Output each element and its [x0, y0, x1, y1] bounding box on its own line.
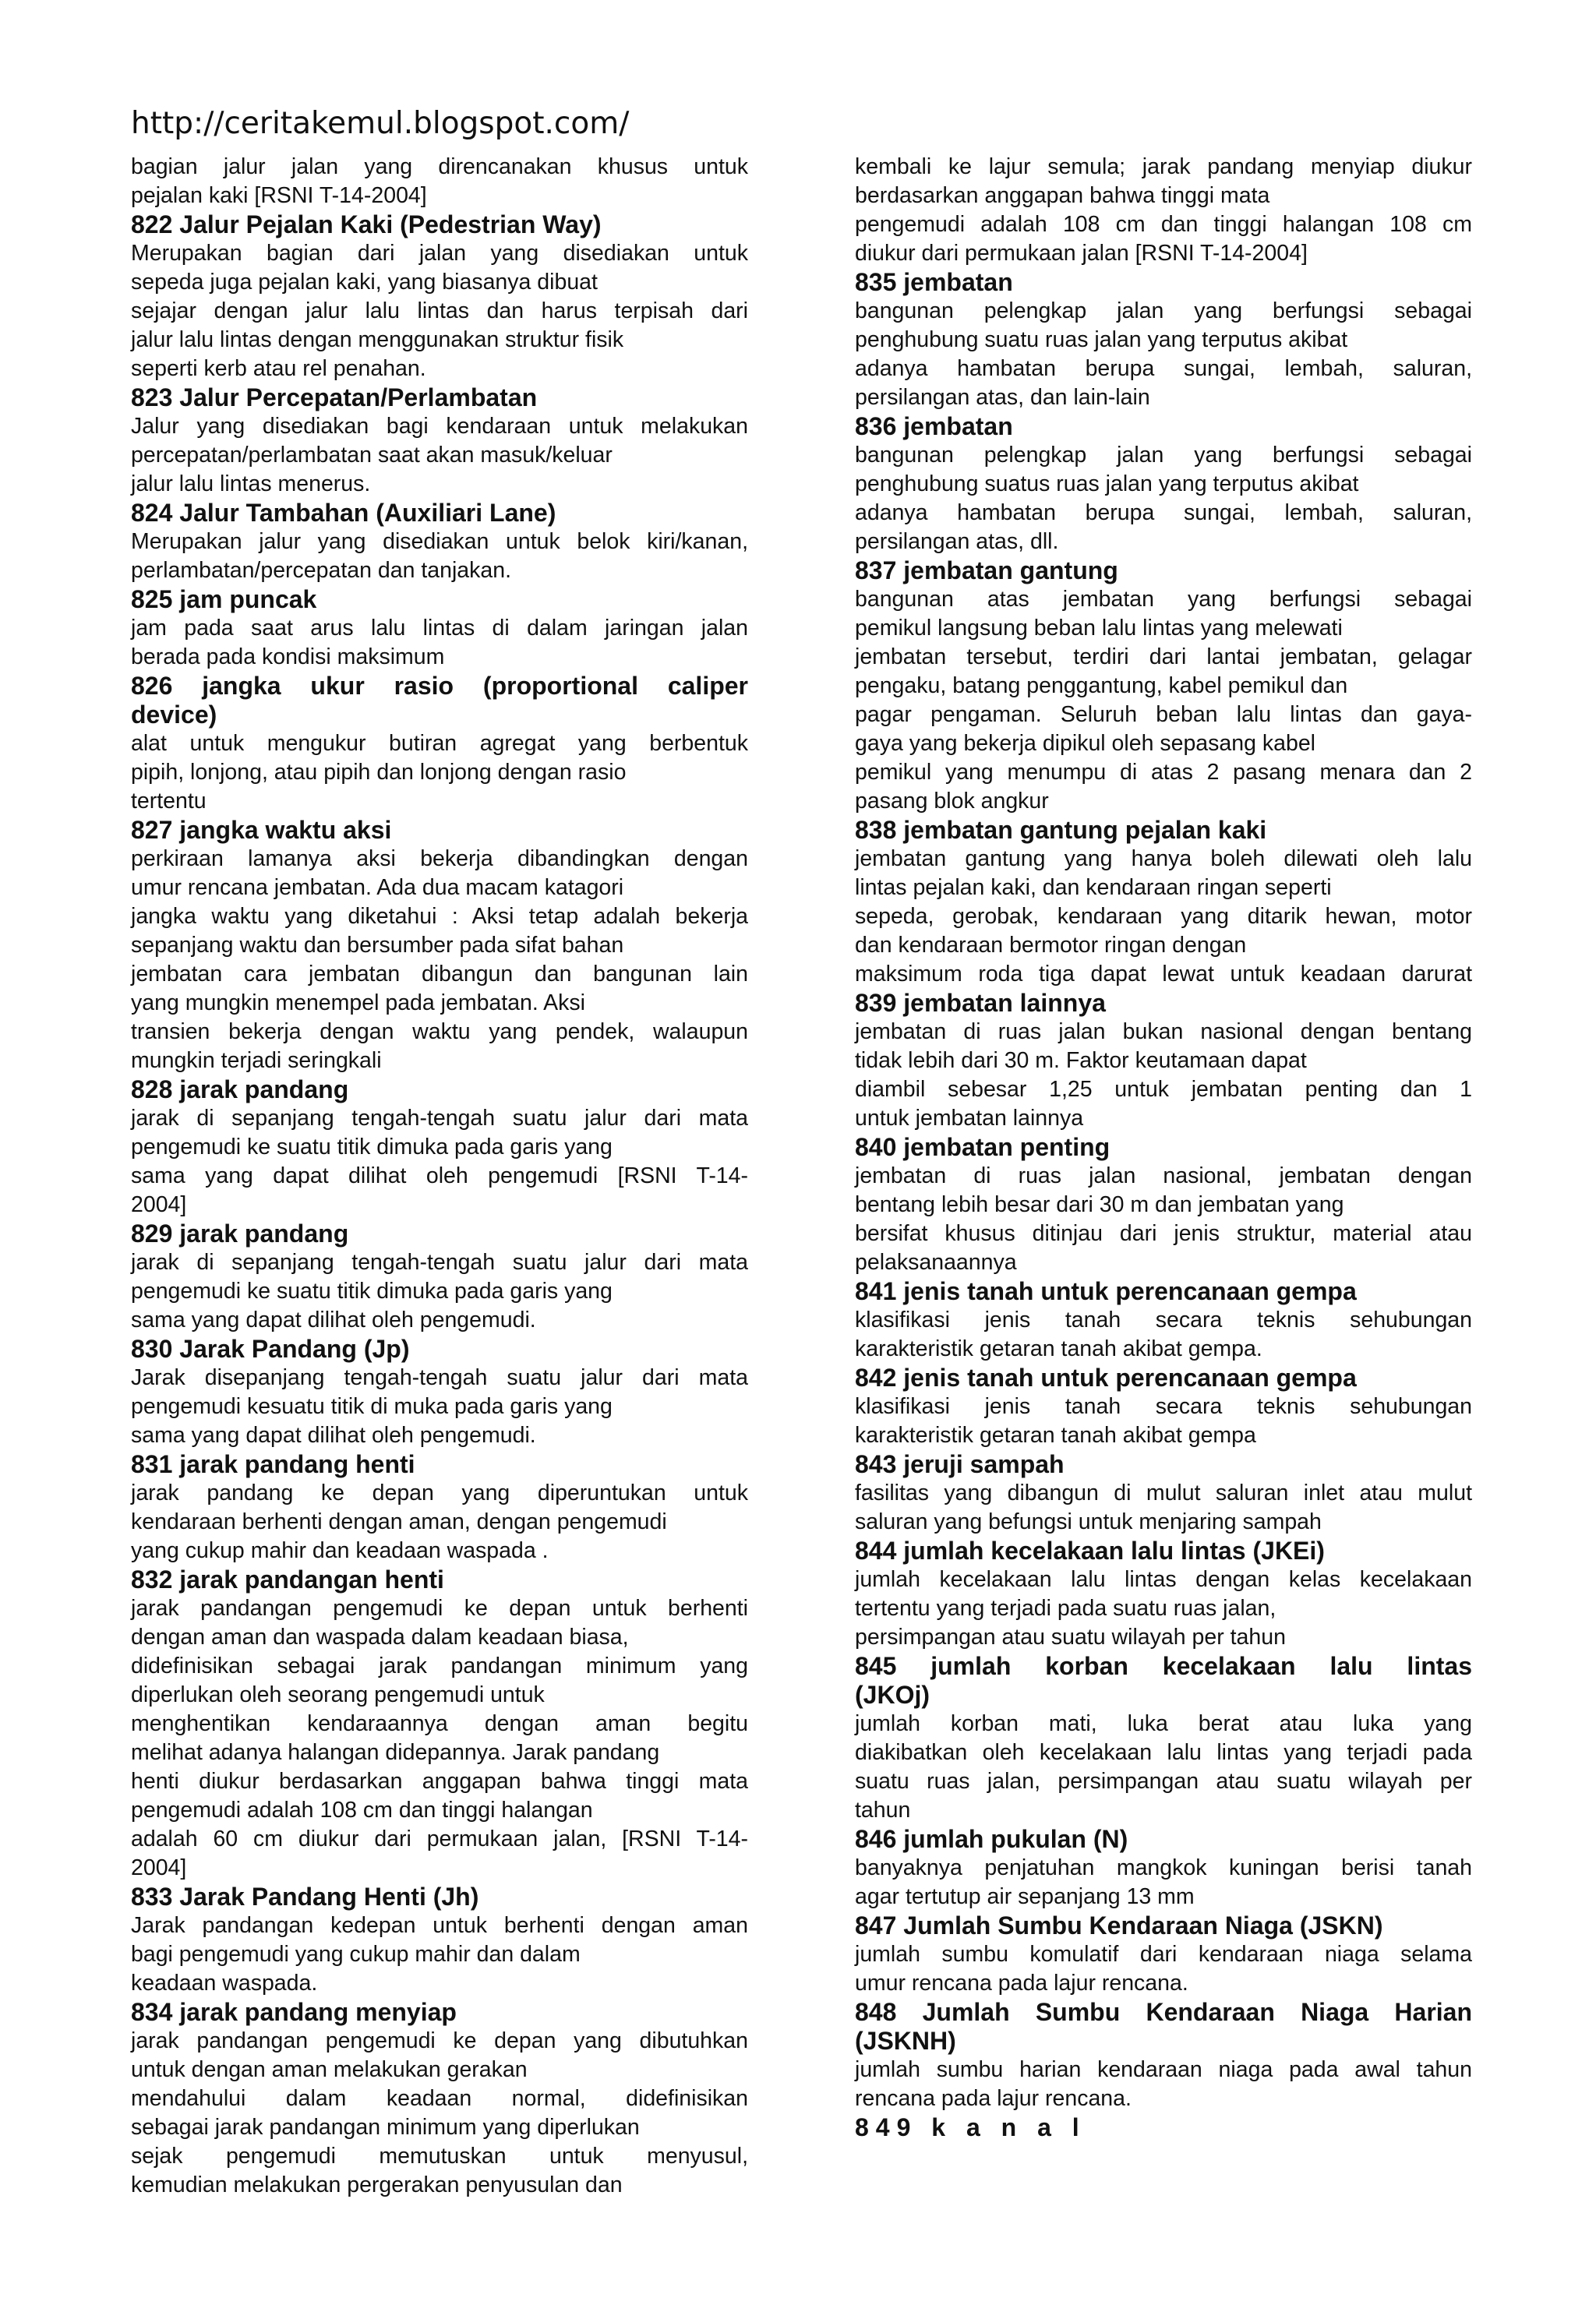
entry-text-line: melihat adanya halangan didepannya. Jarak pandang [131, 1740, 660, 1765]
entry-heading: device) [131, 701, 217, 729]
entry-text-line: jalur lalu lintas dengan menggunakan struktur fisik [131, 327, 624, 352]
entry-text-line: pemikul langsung beban lalu lintas yang melewati [855, 616, 1343, 641]
entry-text-line: jembatan di ruas jalan nasional, jembatan dengan [855, 1163, 1472, 1188]
glossary-entry [131, 1335, 748, 1450]
entry-text-line: untuk dengan aman melakukan gerakan [131, 2057, 528, 2082]
entry-text-line: Jarak disepanjang tengah-tengah suatu jalur dari mata [131, 1365, 748, 1390]
entry-text-line: tidak lebih dari 30 m. Faktor keutamaan dapat [855, 1048, 1307, 1073]
entry-text-line: percepatan/perlambatan saat akan masuk/keluar [131, 443, 613, 468]
entry-heading: 822 Jalur Pejalan Kaki (Pedestrian Way) [131, 210, 602, 238]
entry-text-line: pengemudi ke suatu titik dimuka pada garis yang [131, 1279, 613, 1304]
glossary-entry [131, 499, 748, 585]
entry-heading: 829 jarak pandang [131, 1220, 349, 1248]
entry-text-line: jumlah korban mati, luka berat atau luka yang [855, 1711, 1472, 1736]
entry-heading: 836 jembatan [855, 412, 1013, 440]
entry-heading: 834 jarak pandang menyiap [131, 1998, 457, 2026]
entry-text-line: pasang blok angkur [855, 789, 1049, 814]
entry-text-line: umur rencana jembatan. Ada dua macam katagori [131, 875, 624, 900]
entry-text-line: pipih, lonjong, atau pipih dan lonjong dengan rasio [131, 760, 627, 785]
glossary-entry [855, 1652, 1472, 1825]
entry-text-line: bagi pengemudi yang cukup mahir dan dalam [131, 1942, 581, 1967]
entry-text-line: transien bekerja dengan waktu yang pendek, walaupun [131, 1019, 748, 1044]
glossary-entry [855, 1277, 1472, 1364]
entry-heading: 838 jembatan gantung pejalan kaki [855, 816, 1267, 844]
entry-heading: 825 jam puncak [131, 585, 317, 613]
entry-text-line: persilangan atas, dll. [855, 529, 1059, 554]
glossary-entry [855, 1133, 1472, 1277]
entry-text-line: didefinisikan sebagai jarak pandangan minimum yang [131, 1654, 748, 1678]
entry-text-line: alat untuk mengukur butiran agregat yang berbentuk [131, 731, 748, 756]
entry-text-line: jangka waktu yang diketahui : Aksi tetap adalah bekerja [131, 904, 748, 929]
entry-heading: 837 jembatan gantung [855, 556, 1118, 584]
entry-text-line: diukur dari permukaan jalan [RSNI T-14-2004] [855, 241, 1308, 266]
glossary-entry [131, 1883, 748, 1998]
entry-text-line: keadaan waspada. [131, 1971, 318, 1996]
entry-heading: 845 jumlah korban kecelakaan lalu lintas [855, 1652, 1472, 1680]
glossary-entry [855, 989, 1472, 1133]
glossary-entry [855, 1911, 1472, 1998]
entry-heading: 826 jangka ukur rasio (proportional caliper [131, 672, 748, 700]
entry-heading: (JKOj) [855, 1681, 930, 1709]
entry-text-line: bangunan pelengkap jalan yang berfungsi sebagai [855, 443, 1472, 468]
entry-text-line: diperlukan oleh seorang pengemudi untuk [131, 1682, 545, 1707]
entry-text-line: kendaraan berhenti dengan aman, dengan pengemudi [131, 1509, 667, 1534]
glossary-entry [131, 1450, 748, 1565]
entry-text-line: tahun [855, 1798, 911, 1823]
entry-heading: 833 Jarak Pandang Henti (Jh) [131, 1883, 479, 1911]
entry-text-line: bangunan atas jembatan yang berfungsi sebagai [855, 587, 1472, 612]
right-column [855, 153, 1472, 2142]
entry-text-line: untuk jembatan lainnya [855, 1106, 1084, 1131]
entry-text-line: karakteristik getaran tanah akibat gempa. [855, 1336, 1262, 1361]
entry-text-line: jembatan tersebut, terdiri dari lantai jembatan, gelagar [855, 644, 1472, 669]
glossary-entry [855, 412, 1472, 556]
entry-text-line: klasifikasi jenis tanah secara teknis sehubungan [855, 1394, 1472, 1419]
glossary-entry [855, 816, 1472, 989]
entry-text-line: mungkin terjadi seringkali [131, 1048, 382, 1073]
entry-text-line: sama yang dapat dilihat oleh pengemudi. [131, 1308, 536, 1332]
glossary-entry [855, 2113, 1472, 2142]
entry-text-line: sejajar dengan jalur lalu lintas dan harus terpisah dari [131, 298, 748, 323]
entry-text-line: sama yang dapat dilihat oleh pengemudi. [131, 1423, 536, 1448]
entry-text-line: Jalur yang disediakan bagi kendaraan untuk melakukan [131, 414, 748, 439]
entry-text-line: persimpangan atau suatu wilayah per tahun [855, 1625, 1286, 1650]
entry-heading: 841 jenis tanah untuk perencanaan gempa [855, 1277, 1357, 1305]
entry-text-line: sepanjang waktu dan bersumber pada sifat bahan [131, 933, 624, 958]
entry-text-line: pagar pengaman. Seluruh beban lalu lintas dan gaya- [855, 702, 1472, 727]
entry-heading: 832 jarak pandangan henti [131, 1565, 444, 1594]
glossary-entry [855, 153, 1472, 268]
glossary-entry [131, 210, 748, 383]
entry-text-line: sepeda juga pejalan kaki, yang biasanya dibuat [131, 270, 598, 295]
entry-text-line: tertentu yang terjadi pada suatu ruas jalan, [855, 1596, 1276, 1621]
entry-heading: 823 Jalur Percepatan/Perlambatan [131, 383, 538, 411]
entry-text-line: sebagai jarak pandangan minimum yang diperlukan [131, 2115, 640, 2140]
entry-text-line: sepeda, gerobak, kendaraan yang ditarik hewan, motor [855, 904, 1472, 929]
entry-text-line: pengemudi kesuatu titik di muka pada garis yang [131, 1394, 613, 1419]
entry-text-line: bangunan pelengkap jalan yang berfungsi sebagai [855, 298, 1472, 323]
glossary-entry [131, 585, 748, 672]
entry-heading: 846 jumlah pukulan (N) [855, 1825, 1128, 1853]
entry-text-line: saluran yang befungsi untuk menjaring sampah [855, 1509, 1322, 1534]
entry-heading: 840 jembatan penting [855, 1133, 1110, 1161]
entry-text-line: penghubung suatus ruas jalan yang terputus akibat [855, 471, 1359, 496]
entry-text-line: jembatan cara jembatan dibangun dan bangunan lain [131, 962, 748, 987]
entry-text-line: perkiraan lamanya aksi bekerja dibandingkan dengan [131, 846, 748, 871]
entry-heading: 847 Jumlah Sumbu Kendaraan Niaga (JSKN) [855, 1911, 1383, 1940]
entry-text-line: pemikul yang menumpu di atas 2 pasang menara dan 2 [855, 760, 1472, 785]
entry-text-line: bersifat khusus ditinjau dari jenis struktur, material atau [855, 1221, 1472, 1246]
glossary-entry [855, 1450, 1472, 1537]
glossary-entry [131, 1998, 748, 2200]
entry-text-line: adanya hambatan berupa sungai, lembah, saluran, [855, 500, 1472, 525]
entry-text-line: rencana pada lajur rencana. [855, 2086, 1132, 2111]
entry-text-line: pengemudi ke suatu titik dimuka pada garis yang [131, 1135, 613, 1160]
entry-text-line: jarak di sepanjang tengah-tengah suatu jalur dari mata [131, 1250, 748, 1275]
entry-text-line: pejalan kaki [RSNI T-14-2004] [131, 183, 427, 208]
entry-text-line: jumlah sumbu komulatif dari kendaraan niaga selama [855, 1942, 1472, 1967]
entry-text-line: jembatan gantung yang hanya boleh dilewati oleh lalu [855, 846, 1472, 871]
entry-heading: 835 jembatan [855, 268, 1013, 296]
entry-text-line: banyaknya penjatuhan mangkok kuningan berisi tanah [855, 1855, 1472, 1880]
glossary-entry [131, 1075, 748, 1220]
entry-text-line: Merupakan bagian dari jalan yang disediakan untuk [131, 241, 748, 266]
entry-text-line: dengan aman dan waspada dalam keadaan biasa, [131, 1625, 629, 1650]
entry-text-line: jembatan di ruas jalan bukan nasional dengan bentang [855, 1019, 1472, 1044]
entry-heading: 839 jembatan lainnya [855, 989, 1106, 1017]
entry-text-line: pelaksanaannya [855, 1250, 1017, 1275]
entry-text-line: tertentu [131, 789, 207, 814]
glossary-entry [855, 1825, 1472, 1911]
entry-heading: 827 jangka waktu aksi [131, 816, 392, 844]
entry-text-line: sama yang dapat dilihat oleh pengemudi [RSNI T-14- [131, 1163, 748, 1188]
entry-text-line: yang mungkin menempel pada jembatan. Aksi [131, 990, 586, 1015]
entry-text-line: jam pada saat arus lalu lintas di dalam jaringan jalan [131, 616, 748, 641]
glossary-entry [855, 268, 1472, 412]
entry-text-line: jarak pandangan pengemudi ke depan untuk berhenti [131, 1596, 748, 1621]
entry-text-line: 2004] [131, 1855, 187, 1880]
entry-text-line: 2004] [131, 1192, 187, 1217]
entry-text-line: jarak pandangan pengemudi ke depan yang dibutuhkan [131, 2028, 748, 2053]
entry-text-line: berdasarkan anggapan bahwa tinggi mata [855, 183, 1270, 208]
entry-heading: 842 jenis tanah untuk perencanaan gempa [855, 1364, 1357, 1392]
entry-text-line: Merupakan jalur yang disediakan untuk belok kiri/kanan, [131, 529, 748, 554]
glossary-entry [855, 1364, 1472, 1450]
entry-text-line: bagian jalur jalan yang direncanakan khusus untuk [131, 154, 748, 179]
entry-text-line: henti diukur berdasarkan anggapan bahwa tinggi mata [131, 1769, 748, 1794]
entry-heading: 844 jumlah kecelakaan lalu lintas (JKEi) [855, 1537, 1325, 1565]
entry-text-line: kembali ke lajur semula; jarak pandang menyiap diukur [855, 154, 1472, 179]
entry-text-line: umur rencana pada lajur rencana. [855, 1971, 1188, 1996]
glossary-entry [855, 1537, 1472, 1652]
entry-heading: 831 jarak pandang henti [131, 1450, 415, 1478]
entry-text-line: penghubung suatu ruas jalan yang terputus akibat [855, 327, 1348, 352]
glossary-entry [131, 1565, 748, 1883]
glossary-entry [131, 153, 748, 210]
entry-text-line: fasilitas yang dibangun di mulut saluran inlet atau mulut [855, 1481, 1472, 1505]
entry-text-line: Jarak pandangan kedepan untuk berhenti dengan aman [131, 1913, 748, 1938]
entry-heading: 843 jeruji sampah [855, 1450, 1065, 1478]
entry-text-line: jalur lalu lintas menerus. [131, 471, 371, 496]
entry-text-line: jarak di sepanjang tengah-tengah suatu jalur dari mata [131, 1106, 748, 1131]
glossary-entry [131, 1220, 748, 1335]
entry-text-line: gaya yang bekerja dipikul oleh sepasang kabel [855, 731, 1315, 756]
entry-heading: (JSKNH) [855, 2027, 956, 2055]
entry-text-line: jumlah kecelakaan lalu lintas dengan kelas kecelakaan [855, 1567, 1472, 1592]
entry-text-line: klasifikasi jenis tanah secara teknis sehubungan [855, 1308, 1472, 1332]
entry-text-line: perlambatan/percepatan dan tanjakan. [131, 558, 512, 583]
glossary-entry [131, 383, 748, 499]
entry-text-line: pengemudi adalah 108 cm dan tinggi halangan 108 cm [855, 212, 1472, 237]
entry-text-line: jarak pandang ke depan yang diperuntukan untuk [131, 1481, 748, 1505]
entry-text-line: pengemudi adalah 108 cm dan tinggi halangan [131, 1798, 593, 1823]
entry-heading: 830 Jarak Pandang (Jp) [131, 1335, 410, 1363]
entry-text-line: jumlah sumbu harian kendaraan niaga pada awal tahun [855, 2057, 1472, 2082]
entry-text-line: berada pada kondisi maksimum [131, 644, 445, 669]
entry-text-line: seperti kerb atau rel penahan. [131, 356, 426, 381]
glossary-entry [855, 1998, 1472, 2113]
entry-text-line: mendahului dalam keadaan normal, didefinisikan [131, 2086, 748, 2111]
entry-text-line: diakibatkan oleh kecelakaan lalu lintas yang terjadi pada [855, 1740, 1472, 1765]
entry-heading: 828 jarak pandang [131, 1075, 349, 1103]
entry-text-line: menghentikan kendaraannya dengan aman begitu [131, 1711, 748, 1736]
glossary-entry [131, 816, 748, 1075]
entry-heading: 848 Jumlah Sumbu Kendaraan Niaga Harian [855, 1998, 1472, 2026]
entry-text-line: adalah 60 cm diukur dari permukaan jalan, [RSNI T-14- [131, 1827, 748, 1851]
entry-text-line: maksimum roda tiga dapat lewat untuk keadaan darurat [855, 962, 1472, 987]
glossary-entry [131, 672, 748, 816]
glossary-entry [855, 556, 1472, 816]
left-column [131, 153, 748, 2200]
entry-text-line: pengaku, batang penggantung, kabel pemikul dan [855, 673, 1348, 698]
entry-text-line: persilangan atas, dan lain-lain [855, 385, 1150, 410]
entry-text-line: sejak pengemudi memutuskan untuk menyusul, [131, 2144, 748, 2169]
entry-heading: 849 k a n a l [855, 2113, 1086, 2141]
entry-text-line: diambil sebesar 1,25 untuk jembatan penting dan 1 [855, 1077, 1472, 1102]
entry-text-line: dan kendaraan bermotor ringan dengan [855, 933, 1247, 958]
entry-text-line: karakteristik getaran tanah akibat gempa [855, 1423, 1256, 1448]
blog-url: http://ceritakemul.blogspot.com/ [131, 106, 630, 141]
entry-text-line: agar tertutup air sepanjang 13 mm [855, 1884, 1195, 1909]
entry-text-line: bentang lebih besar dari 30 m dan jembatan yang [855, 1192, 1344, 1217]
entry-heading: 824 Jalur Tambahan (Auxiliari Lane) [131, 499, 556, 527]
entry-text-line: suatu ruas jalan, persimpangan atau suatu wilayah per [855, 1769, 1472, 1794]
entry-text-line: lintas pejalan kaki, dan kendaraan ringan seperti [855, 875, 1332, 900]
entry-text-line: yang cukup mahir dan keadaan waspada . [131, 1538, 549, 1563]
entry-text-line: kemudian melakukan pergerakan penyusulan dan [131, 2173, 623, 2197]
entry-text-line: adanya hambatan berupa sungai, lembah, saluran, [855, 356, 1472, 381]
